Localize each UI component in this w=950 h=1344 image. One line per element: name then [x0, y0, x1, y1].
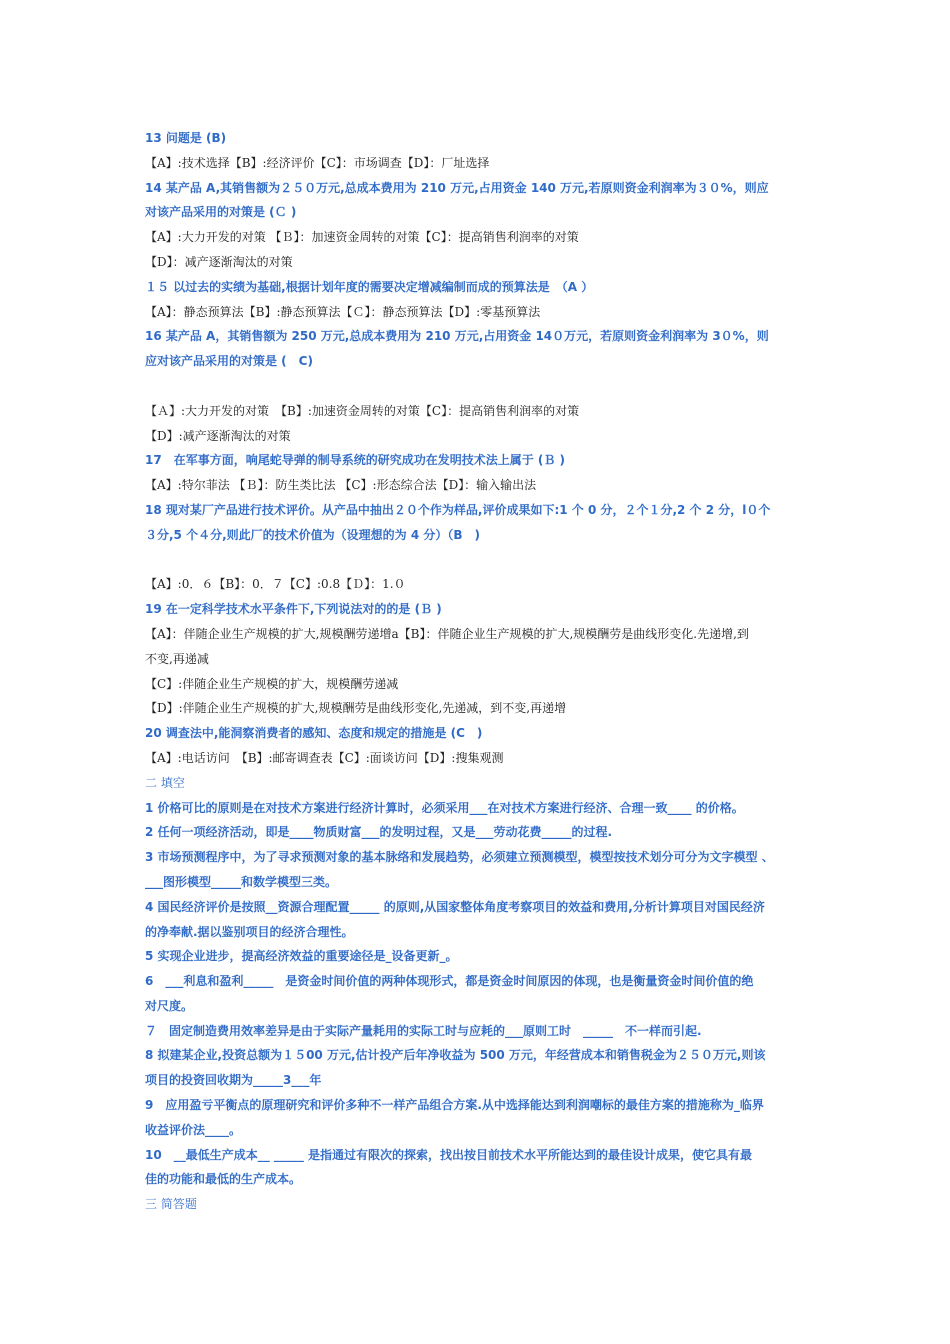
question-line: 9 应用盈亏平衡点的原理研究和评价多种不一样产品组合方案.从中选择能达到利润嘲标的最佳方案的措施称为_临界 — [145, 1098, 764, 1113]
question-line: ３分,5 个４分,则此厂的技术价值为（设理想的为 4 分）（B ) — [145, 527, 480, 542]
question-line: 项目的投资回收期为_____3___年 — [145, 1073, 322, 1088]
answer-options-line: 不变,再递减 — [145, 651, 209, 666]
answer-options-line: 【D】:减产逐渐淘汰的对策 — [145, 428, 291, 443]
question-line: 2 任何一项经济活动，即是____物质财富___的发明过程，又是___劳动花费_____的过程. — [145, 825, 613, 840]
question-line: ７ 固定制造费用效率差异是由于实际产量耗用的实际工时与应耗的___原则工时 _____ 不一样而引起. — [145, 1023, 702, 1038]
answer-options-line: 【A】：静态预算法【B】:静态预算法【Ｃ】：静态预算法【D】:零基预算法 — [145, 304, 541, 319]
question-line: 的净奉献.据以鉴别项目的经济合理性。 — [145, 924, 354, 939]
section-heading: 二 填空 — [145, 775, 185, 790]
question-line: 对尺度。 — [145, 998, 194, 1013]
answer-options-line: 【A】：伴随企业生产规模的扩大,规模酬劳递增a【B】：伴随企业生产规模的扩大,规模酬劳是曲线形变化.先递增,到 — [145, 626, 749, 641]
answer-options-line: 【A】:技术选择【B】:经济评价【C】：市场调查【D】：厂址选择 — [145, 155, 490, 170]
question-line: １５ 以过去的实绩为基础,根据计划年度的需要决定增减编制而成的预算法是 （A ） — [145, 279, 594, 294]
section-heading: 三 简答题 — [145, 1197, 197, 1212]
question-line: 8 拟建某企业,投资总额为１５00 万元,估计投产后年净收益为 500 万元，年经营成本和销售税金为２５０万元,则该 — [145, 1048, 766, 1063]
answer-options-line: 【D】:伴随企业生产规模的扩大,规模酬劳是曲线形变化,先递减，到不变,再递增 — [145, 701, 567, 716]
question-line: 20 调查法中,能洞察消费者的感知、态度和规定的措施是 (C ) — [145, 726, 483, 741]
question-line: 3 市场预测程序中，为了寻求预测对象的基本脉络和发展趋势，必须建立预测模型，模型按技术划分可分为文字模型 、 — [145, 850, 774, 865]
question-line: 19 在一定科学技术水平条件下,下列说法对的的是 (Ｂ ) — [145, 602, 442, 617]
question-line: 18 现对某厂产品进行技术评价。从产品中抽出２０个作为样品,评价成果如下:1 个 0 分，２个１分,2 个 2 分，l０个 — [145, 502, 771, 517]
question-line: 应对该产品采用的对策是 ( C) — [145, 354, 313, 369]
blank-line — [145, 374, 830, 399]
document-body — [145, 126, 830, 1217]
answer-options-line: 【A】:大力开发的对策 【Ｂ】：加速资金周转的对策【C】：提高销售利润率的对策 — [145, 230, 579, 245]
answer-options-line: 【Ａ】:大力开发的对策 【B】:加速资金周转的对策【C】：提高销售利润率的对策 — [145, 403, 580, 418]
question-line: 1 价格可比的原则是在对技术方案进行经济计算时，必须采用___在对技术方案进行经济、合理一致____ 的价格。 — [145, 800, 744, 815]
question-line: ___图形模型_____和数学模型三类。 — [145, 874, 338, 889]
question-line: 佳的功能和最低的生产成本。 — [145, 1172, 302, 1187]
question-line: 14 某产品 A,其销售额为２５０万元,总成本费用为 210 万元,占用资金 140 万元,若原则资金利润率为３０%，则应 — [145, 180, 769, 195]
question-line: 16 某产品 A，其销售额为 250 万元,总成本费用为 210 万元,占用资金 14０万元，若原则资金利润率为 3０%，则 — [145, 329, 769, 344]
question-line: 6 ___利息和盈利_____ 是资金时间价值的两种体现形式，都是资金时间原因的体现，也是衡量资金时间价值的绝 — [145, 974, 754, 989]
answer-options-line: 【C】:伴随企业生产规模的扩大，规模酬劳递减 — [145, 676, 399, 691]
answer-options-line: 【A】:0．６【B】：0．７【C】:0.8【Ｄ】：1.０ — [145, 577, 406, 592]
question-line: 10 __最低生产成本__ _____ 是指通过有限次的探索，找出按目前技术水平所能达到的最佳设计成果，使它具有最 — [145, 1147, 753, 1162]
question-line: 4 国民经济评价是按照__资源合理配置_____ 的原则,从国家整体角度考察项目的效益和费用,分析计算项目对国民经济 — [145, 899, 765, 914]
question-line: 对该产品采用的对策是 (Ｃ ) — [145, 205, 297, 220]
answer-options-line: 【D】：减产逐渐淘汰的对策 — [145, 254, 293, 269]
question-line: 13 问题是 (B) — [145, 131, 227, 145]
answer-options-line: 【A】:电话访问 【B】:邮寄调查表【C】:面谈访问【D】:搜集观测 — [145, 750, 504, 765]
blank-line — [145, 548, 830, 573]
question-line: 收益评价法____。 — [145, 1122, 242, 1137]
question-line: 17 在军事方面，响尾蛇导弹的制导系统的研究成功在发明技术法上属于 (Ｂ ) — [145, 453, 566, 468]
question-line: 5 实现企业进步，提高经济效益的重要途径是_设备更新_。 — [145, 949, 458, 964]
answer-options-line: 【A】:特尔菲法 【Ｂ】：防生类比法 【C】:形态综合法【D】：输入输出法 — [145, 478, 537, 493]
